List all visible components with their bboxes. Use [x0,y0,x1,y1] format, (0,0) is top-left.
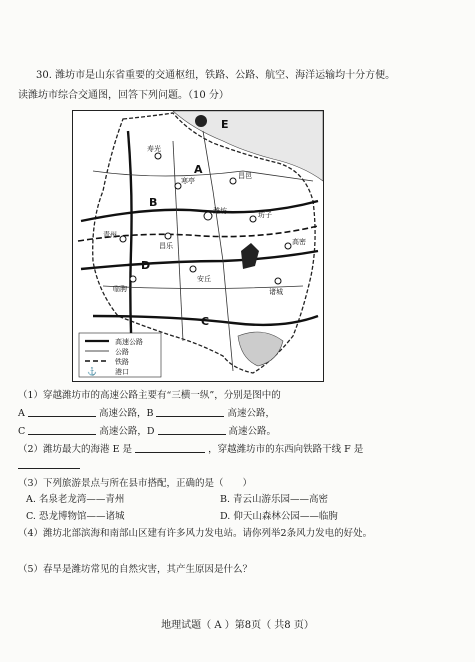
question-30-intro [18,66,458,106]
q1-label-c: C [18,426,26,437]
q1-label-a: A [18,408,25,419]
answer-blank[interactable] [18,458,80,469]
answer-blank[interactable] [28,406,96,417]
city-label: 高密 [292,238,306,246]
question-1-line-3 [18,424,458,439]
q4-text: （4）潍坊北部滨海和南部山区建有许多风力发电站。请你列举2条风力发电的好处。 [18,528,373,539]
legend-label: 铁路 [115,358,129,366]
legend-label: 高速公路 [115,338,143,346]
city-label: 安丘 [197,275,211,283]
question-1 [18,388,458,403]
city-label: 寒亭 [181,177,195,185]
q2-text: （2）潍坊最大的海港 E 是 [18,444,133,455]
question-2 [18,442,458,457]
question-3 [18,476,458,491]
city-label: 潍坊 [213,207,227,215]
map-letter: A [194,163,203,176]
legend-label: 港口 [115,368,129,376]
question-4 [18,526,458,541]
legend-label: 公路 [115,348,129,356]
city-label: 寿光 [147,145,161,153]
q2-mid: ，穿越潍坊市的东西向铁路干线 F 是 [208,444,364,455]
q5-text: （5）春旱是潍坊常见的自然灾害，其产生原因是什么？ [18,564,253,575]
map-letter: D [141,259,151,272]
anchor-icon: ⚓ [87,367,97,376]
map-letter: C [201,315,210,328]
q3-text: （3）下列旅游景点与所在县市搭配，正确的是（ ） [18,478,253,489]
city-label: 昌邑 [238,172,252,180]
map-letter: B [149,196,158,209]
weifang-transport-map [72,110,324,382]
city-label: 诸城 [269,288,283,296]
q1-text: （1）穿越潍坊市的高速公路主要有“三横一纵”，分别是图中的 [18,390,281,401]
answer-blank[interactable] [158,424,226,435]
question-2-line-2 [18,458,458,473]
q3-option-d[interactable]: D. 仰天山森林公园——临朐 [220,511,338,522]
map-legend [79,333,161,377]
question-5 [18,562,458,577]
q3-option-b[interactable]: B. 青云山游乐园——高密 [220,494,329,505]
map-letter: E [221,118,229,131]
answer-blank[interactable] [156,406,224,417]
q3-option-a[interactable]: A. 名泉老龙湾——青州 [26,494,125,505]
page-footer: 地理试题（ A ）第8页（ 共8 页） [161,620,314,631]
city-label: 坊子 [258,211,272,219]
map-drawing [73,111,323,381]
q1-label-d: 高速公路，D [99,426,155,437]
q3-option-c[interactable]: C. 恐龙博物馆——诸城 [26,511,125,522]
intro-line-2: 读潍坊市综合交通图，回答下列问题。（10 分） [18,90,229,101]
answer-blank[interactable] [28,424,96,435]
city-label: 昌乐 [159,242,173,250]
question-1-line-2 [18,406,458,421]
city-label: 青州 [103,231,117,239]
city-label: 临朐 [113,285,127,293]
q1-suffix-d: 高速公路。 [228,426,277,437]
intro-line-1: 30. 潍坊市是山东省重要的交通枢纽，铁路、公路、航空、海洋运输均十分方便。 [36,70,396,81]
q1-label-b: 高速公路，B [98,408,154,419]
q1-suffix-b: 高速公路， [227,408,275,419]
answer-blank[interactable] [135,442,205,453]
